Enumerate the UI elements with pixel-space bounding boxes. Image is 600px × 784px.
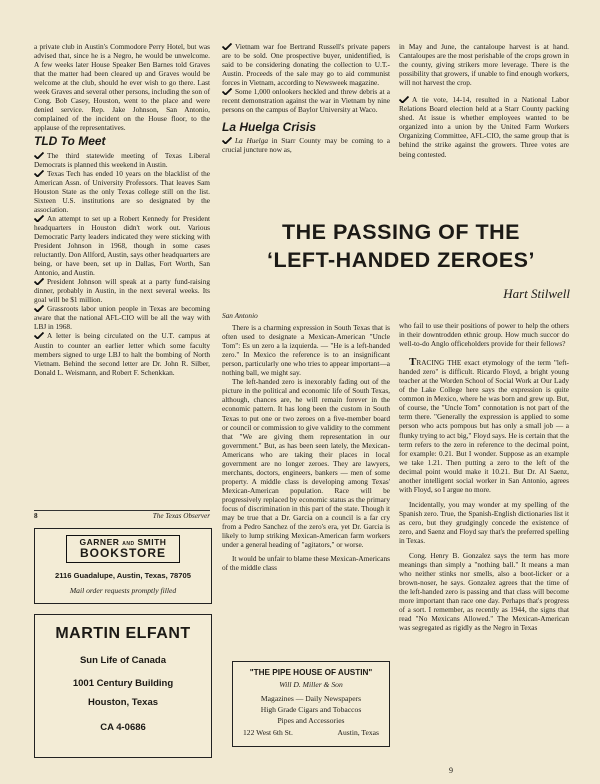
list-item: La Huelga in Starr County may be coming to a crucial juncture now as, xyxy=(222,136,390,155)
page-number: 9 xyxy=(449,766,453,775)
elfant-building: 1001 Century Building xyxy=(72,678,174,689)
article-paragraph: Incidentally, you may wonder at my spelling of the Spanish zero. True, the Spanish-English dictionaries list it as cero, but they grudgingly concede the existence of zero, and Saenz and Floyd say that's the preferred spelling in Texas. xyxy=(399,499,569,546)
ad-bookstore xyxy=(34,528,212,604)
list-item: A tie vote, 14-14, resulted in a National Labor Relations Board election held at a Starr County packing shed. At issue is whether employees wanted to be organized into a union by the United Farm Workers Organizing Committee, AFL-CIO, the same group that is behind the strike against the growers. Three votes are being contested. xyxy=(399,95,569,159)
article-paragraph: TRACING THE exact etymology of the term "left-handed zero" is difficult. Ricardo Floyd, a bright young teacher at the Worden School of Social Work at Our Lady of the Lake College here says the expression is quite common in Mexico, where he was born and grew up. But, of course, the "Uncle Tom" connotation is not part of the term there. "Generally the expression is applied to some person who acts pompous but has only a small job — a flunky trying to act big," Floyd says. He is certain that the term refers to the zero in reference to the decimal point, for example: 0.21. But I wonder. Suppose as an example we take 1.21. Then putting a zero to the left of the decimal point would make it 10.21. But Dr. Al Saenz, another intelligent social worker in San Antonio, agrees with Floyd, so I argue no more. xyxy=(399,356,569,494)
pipehouse-owners: Will D. Miller & Son xyxy=(279,680,343,689)
check-mark-icon xyxy=(34,278,44,285)
footer-publication: The Texas Observer xyxy=(152,512,210,520)
article-paragraph: It would be unfair to blame these Mexican-Americans of the middle class xyxy=(222,554,390,573)
list-item: Grassroots labor union people in Texas are becoming aware that the national AFL-CIO will be all the way with LBJ in 1968. xyxy=(34,304,210,332)
column-middle xyxy=(222,42,390,155)
article-byline: Hart Stilwell xyxy=(503,286,570,301)
article-body-right xyxy=(399,311,569,633)
ad-pipe-house xyxy=(232,661,390,747)
huelga-continued: in May and June, the cantaloupe harvest is at hand. Cantaloupes are the most perishable of the crops grown in the county, giving strikers more leverage. There is the possibility that growers, if unable to find enough workers, will not harvest the crop. xyxy=(399,42,569,88)
check-mark-icon xyxy=(34,170,44,177)
tld-item-list xyxy=(34,151,210,377)
check-mark-icon xyxy=(222,43,232,50)
check-mark-icon xyxy=(399,96,409,103)
check-mark-icon xyxy=(34,332,44,339)
elfant-name: MARTIN ELFANT xyxy=(55,625,191,642)
check-mark-icon xyxy=(34,305,44,312)
pipehouse-line: Magazines — Daily Newspapers xyxy=(260,694,362,703)
section-heading-huelga: La Huelga Crisis xyxy=(222,120,317,135)
drop-cap: T xyxy=(409,356,417,369)
check-mark-icon xyxy=(222,88,232,95)
list-item: Texas Tech has ended 10 years on the blacklist of the American Assn. of University Professors. That leaves Sam Houston State as the only Texas college still on the list. Sixteen U.S. institutions are so designated by the association. xyxy=(34,168,210,214)
article-paragraph: who fail to use their positions of power to help the others in their downtrodden ethnic group. How much succor do well-to-do Anglo officeholders provide for their fellows? xyxy=(399,321,569,349)
bookstore-address: 2116 Guadalupe, Austin, Texas, 78705 xyxy=(55,571,191,580)
check-mark-icon xyxy=(34,215,44,222)
section-heading-tld: TLD To Meet xyxy=(34,134,106,149)
elfant-phone: CA 4-0686 xyxy=(100,722,146,733)
list-item: Some 1,000 onlookers heckled and threw debris at a recent demonstration against the war in Vietnam by nine persons on the campus of Baylor University at Waco. xyxy=(222,87,390,115)
graves-story-ending: a private club in Austin's Commodore Perry Hotel, but was advised that, since he is a Negro, he would be unwelcome. A few weeks later House Speaker Ben Barnes told Graves that the matter had been cleared up and Graves would be welcome at the club, should he ever wish to go there. Last week Graves and several other persons, including the son of Cong. Bob Casey, Houston, went to the place and were denied service. Rep. Jake Johnson, San Antonio, complained of the incident on the House floor, to the applause of the representatives. xyxy=(34,42,210,133)
pipehouse-name: "THE PIPE HOUSE OF AUSTIN" xyxy=(249,668,373,677)
pipehouse-line: High Grade Cigars and Tobaccos xyxy=(260,705,362,714)
list-item: The third statewide meeting of Texas Liberal Democrats is planned this weekend in Austin. xyxy=(34,150,210,169)
column-left xyxy=(34,42,210,377)
elfant-city: Houston, Texas xyxy=(87,697,159,708)
bookstore-logo: GARNER AND SMITH BOOKSTORE xyxy=(66,535,180,563)
pipehouse-address: 122 West 6th St. Austin, Texas xyxy=(243,728,379,737)
elfant-company: Sun Life of Canada xyxy=(79,655,167,666)
article-paragraph: The left-handed zero is inexorably fading out of the picture in the political and economic life of South Texas, although, chances are, he will remain forever in the economic pattern. It has long been the custom in South Texas to put one or two zeroes on a five-member board or council or commission to give validity to the comment that "We are giving them representation in our government." But, as has been seen lately, the Mexican-Americans who are taking their places in local government are no longer zeroes. They are lawyers, merchants, doctors, engineers, bankers — men of some property. A middle class is developing among Texas' Mexican-American population. Race will be progressively replaced by economic status as the primary focus of discrimination in this part of the state. Though it may be true that a Dr. Garcia on a council is a far cry from a Pedro Sanchez of the zero's era, yet Dr. Garcia is likely to lump striking Mexican-American farm workers under a general heading of "agitators," or worse. xyxy=(222,377,390,550)
check-mark-icon xyxy=(34,152,44,159)
article-dateline: San Antonio xyxy=(222,311,258,320)
bookstore-note: Mail order requests promptly filled xyxy=(69,586,177,595)
ad-martin-elfant xyxy=(34,614,212,758)
list-item: President Johnson will speak at a party fund-raising dinner, probably in Austin, in the next several weeks. Its goal will be $1 million. xyxy=(34,277,210,305)
article-paragraph: There is a charming expression in South Texas that is often used to designate a Mexican-American "Uncle Tom": Es un zero a la izquierda. — "He is a left-handed zero." In Mexico the reference is to an insignificant person, particularly one who tries to appear important—a nothing ball, we might say. xyxy=(222,323,390,378)
pipehouse-line: Pipes and Accessories xyxy=(277,716,345,725)
check-mark-icon xyxy=(222,137,232,144)
column-right xyxy=(399,42,569,159)
list-item: An attempt to set up a Robert Kennedy for President headquarters in Houston didn't work out. Various Democratic Party leaders indicated they were sticking with President Johnson in 1968, though in some cases reluctantly. Don Allford, Austin, says other headquarters are being, or have been, set up in Dallas, Fort Worth, San Antonio, and Austin. xyxy=(34,213,210,278)
article-paragraph: Cong. Henry B. Gonzalez says the term has more meanings than simply a "nothing ball." It means a man who neither stinks nor smells, also a boot-licker or a brown-noser, he says. Gonzalez agrees that the time of the left-handed zero is passing and that class will become more important than race one day. Perhaps that's progress of a sort. I remember, as recently as 1944, the signs that read "No Mexicans Allowed." The Mexican-American was segregated as rigidly as the Negro in Texas xyxy=(399,551,569,633)
list-item: A letter is being circulated on the U.T. campus at Austin to counter an earlier letter which some faculty members signed to urge LBJ to halt the bombing of North Vietnam. Behind the second letter are Dr. John R. Silber, Donald L. Weismann, and Robert F. Schenkkan. xyxy=(34,331,210,377)
list-item: Vietnam war foe Bertrand Russell's private papers are to be sold. One prospective buyer, unidentified, is said to be considering donating the collection to U.T.-Austin. Proceeds of the sale may go to aid communist forces in Vietnam, according to Newsweek magazine. xyxy=(222,42,390,88)
article-headline: THE PASSING OF THE ‘LEFT-HANDED ZEROES’ xyxy=(266,220,535,272)
page-footer xyxy=(34,510,210,520)
footer-page-number: 8 xyxy=(34,512,38,520)
article-body-left xyxy=(222,311,390,572)
